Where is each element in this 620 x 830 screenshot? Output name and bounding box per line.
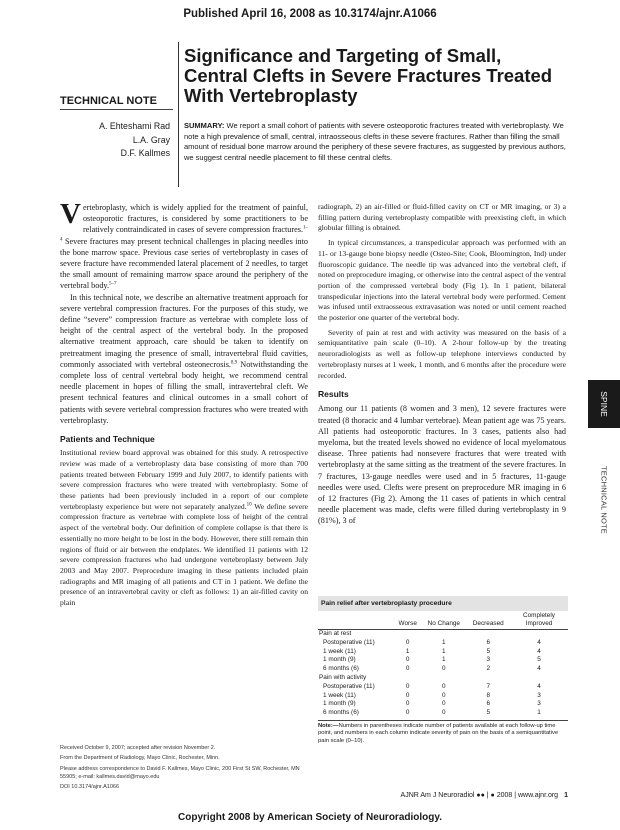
- table-cell: 0: [442, 691, 446, 699]
- table-cell: 5: [486, 709, 491, 717]
- doi: DOI 10.3174/ajnr.A1066: [60, 784, 120, 791]
- table-cell: 4: [537, 647, 541, 655]
- section-divider: [60, 109, 173, 110]
- table-header-row: [318, 611, 568, 630]
- author-2: L.A. Gray: [132, 134, 170, 145]
- table-cell: 4: [537, 638, 541, 646]
- left-column: [60, 198, 308, 609]
- table-cell: 0: [442, 700, 446, 708]
- table-cell: 3: [486, 656, 491, 664]
- table-cell: 4: [537, 682, 541, 690]
- article-footer: [60, 744, 310, 793]
- table-row: [318, 639, 568, 648]
- table-group-label: Pain at rest: [319, 630, 352, 637]
- author-3: D.F. Kallmes: [120, 148, 170, 158]
- table-cell: 5: [486, 647, 491, 655]
- table-body: [318, 630, 568, 718]
- table-cell: 0: [405, 709, 410, 717]
- table-row: [318, 709, 568, 718]
- table-cell: 8: [486, 691, 491, 699]
- table-cell: 5: [537, 656, 541, 664]
- table-header: Completely Improved: [510, 611, 568, 630]
- table-cell: 0: [405, 682, 410, 690]
- table-header: [318, 611, 394, 630]
- table-row: [318, 656, 568, 665]
- table-cell: 1 month (9): [323, 656, 356, 664]
- table-group-row: [318, 674, 568, 683]
- title-divider: [178, 42, 179, 187]
- published-line: Published April 16, 2008 as 10.3174/ajnr.A1066: [183, 8, 437, 20]
- table-row: [318, 700, 568, 709]
- heading-patients: Patients and Technique: [60, 434, 155, 445]
- table-cell: 6 months (6): [323, 665, 359, 673]
- intro-paragraph-2: In this technical note, we describe an alternative treatment approach for severe vertebral compression fractures. For the purposes of this study, we define “severe” compression fracture as vertebrae with complete loss of height of the central aspect of the vertebral body. In the proposed alternative treatment approach, care should be taken to identify on pretreatment imaging the presence of small, intravertebral fluid cavities, commonly associated with vertebral osteonecrosis.$^{8,9}$ Notwithstanding the complete loss of central vertebral body height, we recommend central needle placement in hopes of filling the small, intravertebral cleft. We present technical features and clinical outcomes in a small cohort of patients with severe vertebral compression fractures who were treated with vertebroplasty.: [60, 292, 308, 425]
- summary-text: We report a small cohort of patients with severe osteoporotic fractures treated with vertebroplasty. We note a high prevalence of small, central, intraosseous clefts in these severe fractures. Rather than filling the small amount of residual bone marrow around the periphery of these severe fractures, as suggested by previous authors, we suggest central needle placement to fill these central clefts.: [184, 121, 566, 162]
- table-cell: 0: [442, 682, 446, 690]
- table-cell: Postoperative (11): [323, 682, 375, 690]
- patients-paragraph: Institutional review board approval was obtained for this study. A retrospective review was made of a vertebroplasty data base consisting of more than 700 patients treated between February 1999 and July 2007, to identify patients with severe compression fractures who were treated with vertebroplasty. Some of these patients had been previously included in a report of our complete vertebroplasty experience but were not separately analyzed.$^{10}$ We define severe compression fracture as vertebrae with complete loss of height of the central aspect of the vertebral body. Our definition of complete collapse is that there is essentially no more height to be lost in the body. However, there still remain thin regions of fluid or air between the endplates. We identified 11 patients with 12 severe compression fractures who had undergone vertebroplasty between July 2003 and May 2007. Preprocedure imaging in these patients included plain radiographs and MR imaging of all patients and CT in 1 patient. We define the presence of an intravertebral cavity or cleft as follows: 1) an air-filled cavity on plain: [60, 448, 308, 608]
- article-title: Significance and Targeting of Small, Central Clefts in Severe Fractures Treated With Vertebroplasty: [184, 45, 553, 106]
- summary-label: SUMMARY:: [184, 121, 225, 130]
- table-cell: 0: [442, 709, 446, 717]
- right-paragraph-1: radiograph, 2) an air-filled or fluid-filled cavity on CT or MR imaging, or 3) a filling pattern during vertebroplasty compatible with preexisting cleft, in which globular filling is obtained.: [318, 202, 566, 233]
- table-cell: 6 months (6): [323, 709, 359, 717]
- table-cell: 4: [537, 665, 541, 673]
- table-cell: 6: [486, 638, 491, 646]
- table-cell: 0: [405, 656, 410, 664]
- right-paragraph-3: Severity of pain at rest and with activity was measured on the basis of a semiquantitative pain scale (0–10). A 2-hour follow-up by the treating neuroradiologists as well as follow-up telephone interviews conducted by vertebroplasty nurses at 1 week, 1 month, and 6 months after the procedure were recorded.: [318, 327, 566, 380]
- heading-results: Results: [318, 389, 349, 400]
- table-cell: 1: [442, 638, 446, 646]
- drop-cap: V: [60, 198, 81, 230]
- table-cell: 1 week (11): [323, 691, 356, 699]
- author-list: [60, 120, 170, 161]
- intro-paragraph-1: Vertebroplasty, which is widely applied for the treatment of painful, osteoporotic fractures, is considered by some practitioners to be relatively contraindicated in cases of severe compression fractures.$^{1-4}$ Severe fractures may present technical challenges in placing needles into the bone marrow space. Previous case series of vertebroplasty in cases of severe fracture have recommended lateral placement of 2 needles, to target the small amount of remaining marrow space around the periphery of the vertebral body.$^{5-7}$: [60, 198, 308, 291]
- table-cell: 0: [405, 638, 410, 646]
- table-header: Decreased: [467, 611, 510, 630]
- section-label: TECHNICAL NOTE: [60, 95, 157, 107]
- table-cell: 7: [486, 682, 491, 690]
- table-cell: 0: [405, 700, 410, 708]
- table-cell: 1 week (11): [323, 647, 356, 655]
- table-cell: 2: [486, 665, 491, 673]
- right-paragraph-2: In typical circumstances, a transpedicular approach was performed with an 11- or 13-gauge bone biopsy needle (Osteo-Site; Cook, Bloomington, Ind) under fluoroscopic guidance. The needle tip was advanced into the vertebral cleft, if noted on preprocedure imaging, or otherwise into the central aspect of the ventral portion of the compressed vertebral body (Fig 1). In 1 patient, bilateral transpedicular injections into the lateral vertebral body were performed. Cement was infused until extraosseous extravasation was noted or until cement reached the posterior one quarter of the vertebral body.: [318, 238, 566, 323]
- pain-relief-table: [318, 596, 568, 745]
- table-header: No Change: [421, 611, 466, 630]
- table-cell: 1: [442, 647, 446, 655]
- table-cell: 3: [537, 691, 541, 699]
- copyright-line: Copyright 2008 by American Society of Neuroradiology.: [178, 812, 442, 823]
- page-number: 1: [564, 792, 568, 799]
- correspondence: Please address correspondence to David F. Kallmes, Mayo Clinic, 200 First St SW, Rochester, MN 55905; e-mail: kallmes.david@mayo.edu: [60, 765, 300, 780]
- table-row: [318, 692, 568, 701]
- affiliation: From the Department of Radiology, Mayo Clinic, Rochester, Minn.: [60, 755, 220, 762]
- table-grid: [318, 611, 568, 718]
- results-paragraph: Among our 11 patients (8 women and 3 men), 12 severe fractures were treated (8 thoracic and 4 lumbar vertebrae). Mean patient age was 75 years. All patients had osteoporotic fractures. In 3 cases, patients also had myeloma, but the treated levels showed no evidence of local myelomatous disease. Three patients had nonsevere fractures that were treated with vertebroplasty at the same sitting as the treatment of the severe fractures. In 7 fractures, 13-gauge needles were used and in 5 fractures, 11-gauge needles were used. Clefts were present on preprocedure MR imaging in 6 of 12 fractures (Fig 2). Among the 11 cases of patients in which central needle placement was made, clefts were filled during vertebroplasty in 9 (81%), 3 of: [318, 404, 566, 526]
- table-cell: 1: [442, 656, 446, 664]
- table-note: Note:—Numbers in parentheses indicate number of patients available at each follow-up time point, and numbers in each column indicate severity of pain on the basis of a semiquantitative pain scale (0–10).: [318, 720, 568, 745]
- table-cell: 0: [405, 691, 410, 699]
- table-row: [318, 665, 568, 674]
- side-section-label: TECHNICAL NOTE: [599, 466, 609, 534]
- received-dates: Received October 9, 2007; accepted after revision November 2.: [60, 745, 216, 751]
- author-1: A. Ehteshami Rad: [99, 121, 170, 131]
- table-row: [318, 648, 568, 657]
- table-cell: 1: [405, 647, 410, 655]
- right-column: [318, 202, 566, 527]
- table-cell: 6: [486, 700, 491, 708]
- table-caption: Pain relief after vertebroplasty procedure: [318, 596, 568, 611]
- table-cell: Postoperative (11): [323, 638, 375, 646]
- table-cell: 0: [442, 665, 446, 673]
- side-section-tab: SPINE: [588, 380, 620, 428]
- table-cell: 0: [405, 665, 410, 673]
- journal-line: AJNR Am J Neuroradiol ●● | ● 2008 | www.ajnr.org 1: [400, 792, 568, 799]
- table-cell: 1: [537, 709, 541, 717]
- table-row: [318, 683, 568, 692]
- table-group-label: Pain with activity: [319, 673, 367, 681]
- table-group-row: [318, 630, 568, 639]
- table-header: Worse: [394, 611, 421, 630]
- table-cell: 3: [537, 700, 541, 708]
- summary: [184, 121, 566, 163]
- table-cell: 1 month (9): [323, 700, 356, 708]
